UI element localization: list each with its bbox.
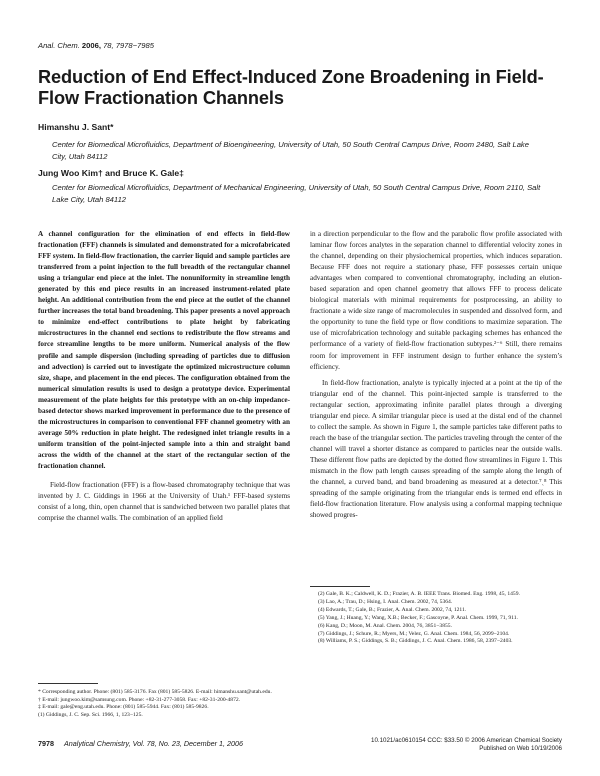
intro-paragraph: Field-flow fractionation (FFF) is a flow-based chromatography technique that was invented by J. C. Giddings in 1966 at the University of Utah.¹ FFF-based systems consist of a long, thin, open channel that is sandwiched between two parallel plates that comprise the channel walls. The combination of an applied field xyxy=(38,481,290,523)
running-head xyxy=(38,41,154,50)
reference-list xyxy=(318,591,564,646)
affiliation-1: Center for Biomedical Microfluidics, Department of Bioengineering, University of Utah, 50 South Central Campus Drive, Room 2480, Salt Lake City, Utah 84112 xyxy=(52,140,529,161)
reference-2: (2) Gale, B. K.; Caldwell, K. D.; Frazier, A. B. IEEE Trans. Biomed. Eng. 1998, 45, 1459. xyxy=(318,591,520,597)
reference-4: (4) Edwards, T.; Gale, B.; Frazier, A. Anal. Chem. 2002, 74, 1211. xyxy=(318,606,467,613)
affiliation-2: Center for Biomedical Microfluidics, Department of Mechanical Engineering, University of Utah, 50 South Central Campus Drive, Room 2110, Salt Lake City, Utah 84112 xyxy=(52,183,541,204)
reference-8: (8) Williams, P. S.; Giddings, S. B.; Giddings, J. C. Anal. Chem. 1986, 58, 2397−2403. xyxy=(318,638,513,645)
page-footer xyxy=(38,739,243,748)
footnote-divider xyxy=(38,683,98,684)
volume-pages: 78, 7978−7985 xyxy=(103,41,154,50)
left-column xyxy=(38,229,290,524)
abstract: A channel configuration for the elimination of end effects in field-flow fractionation (FFF) channels is simulated and demonstrated for a microfabricated FFF system. In field-flow fractionation, the carrier liquid and sample particles are transferred from a point injection to the full breadth of the rectangular channel using a triangular end piece at the inlet. The nonuniformity in streamline length generated by this end piece results in an increased instrument-related plate height. An additional contribution from the end piece at the outlet of the channel further increases the total band broadening. This paper presents a novel approach to minimize end-effect contributions to plate height by fabricating microstructures in the channel end sections to redistribute the flow streams and force streamline lengths to be more uniform. Numerical analysis of the flow profile and sample dispersion (including spreading of particles due to diffusion and advection) is carried out to investigate the optimized microstructure column size, shape, and placement in the end pieces. The configuration obtained from the numerical simulation results is used to design a prototype device. Experimental measurement of the plate heights for this prototype with an on-chip impedance-based detector shows marked improvement in performance due to the presence of the microstructures in comparison to conventional FFF channel geometry with an average 50% reduction in plate height. The redesigned inlet triangle results in a uniform transition of the point-injected sample into a thin and straight band across the width of the channel at the start of the rectangular section of the fractionation channel. xyxy=(38,230,290,470)
article-title: Reduction of End Effect-Induced Zone Broadening in Field-Flow Fractionation Channels xyxy=(38,67,544,108)
page-number: 7978 xyxy=(38,739,54,748)
journal-year: 2006, xyxy=(81,41,101,50)
journal-line: Analytical Chemistry, Vol. 78, No. 23, December 1, 2006 xyxy=(64,739,243,748)
reference-7: (7) Giddings, J.; Schure, R.; Myers, M.; Velez, G. Anal. Chem. 1984, 56, 2099−2104. xyxy=(318,630,510,637)
footnote-double-dagger: ‡ E-mail: gale@eng.utah.edu. Phone: (801) 585-5944. Fax: (801) 585-9826. xyxy=(38,704,209,711)
author-line-1: Himanshu J. Sant* xyxy=(38,122,114,132)
publication-info xyxy=(371,737,562,753)
reference-5: (5) Yang, J.; Huang, Y.; Wang, X.B.; Becker, F.; Gascoyne, P. Anal. Chem. 1999, 71, 911. xyxy=(318,614,518,621)
doi-line: 10.1021/ac0610154 CCC: $33.50 © 2006 American Chemical Society xyxy=(371,737,562,744)
reference-3: (3) Lao, A.; Trau, D.; Hsing, I. Anal. Chem. 2002, 74, 5364. xyxy=(318,598,453,605)
references-divider xyxy=(310,586,370,587)
footnotes xyxy=(38,689,288,719)
author-line-2: Jung Woo Kim† and Bruce K. Gale‡ xyxy=(38,168,184,178)
right-column xyxy=(310,229,562,521)
footnote-dagger: † E-mail: jungwoo.kim@samsung.com. Phone: +82-31-277-3058. Fax: +82-31-200-4872. xyxy=(38,696,241,703)
body-paragraph-2: In field-flow fractionation, analyte is typically injected at a point at the tip of the triangular end of the channel. This point-injected sample is transferred to the rectangular section, approximating infinite parallel plates through a diverging triangular end piece. A similar triangular piece is used at the distal end of the channel to collect the sample. As shown in Figure 1, the sample particles take different paths to reach the base of the triangular section. The particles traveling through the center of the channel will travel a shorter distance as compared to particles near the outside walls. These different flow paths are depicted by the dotted flow streamlines in Figure 1. This mismatch in the flow path length causes spreading of the sample along the length of the channel, a curved band, and band broadening as measured at a detector.⁷ˎ⁸ This spreading of the sample originating from the triangular ends is termed end effects in field-flow fractionation literature. Flow analysis using a conformal mapping technique showed progres- xyxy=(310,378,562,520)
journal-abbrev: Anal. Chem. xyxy=(38,41,80,50)
body-paragraph-1: in a direction perpendicular to the flow and the parabolic flow profile associated with laminar flow forces analytes in the separation channel to differential velocity zones in the channel, depending on their physiochemical properties, which induces separation. Because FFF does not require a stationary phase, FFF possesses certain unique advantages when compared to conventional chromatography, including an elution-based separation and open channel geometry that allows FFF to process delicate biological materials with minimal requirements for postprocessing, an ability to fractionate a wide size range of macromolecules in suspended and dissolved form, and the opportunity to tune the field type or flow conditions to maximize separation. The use of microfabrication technology and suitable packaging schemes has enhanced the performance of a variety of field-flow fractionation subtypes.²⁻⁶ Still, there remains room for improvement in FFF instrument design to further enhance the system’s efficiency. xyxy=(310,230,562,371)
footnote-corresponding: * Corresponding author. Phone: (801) 585-3176. Fax (801) 585-5826. E-mail: himanshu.sant@utah.edu. xyxy=(38,689,272,695)
reference-6: (6) Kang, D.; Moon, M. Anal. Chem. 2004, 76, 3851−3855. xyxy=(318,622,452,629)
reference-1: (1) Giddings, J. C. Sep. Sci. 1966, 1, 123−125. xyxy=(38,711,143,718)
published-line: Published on Web 10/19/2006 xyxy=(479,745,562,752)
